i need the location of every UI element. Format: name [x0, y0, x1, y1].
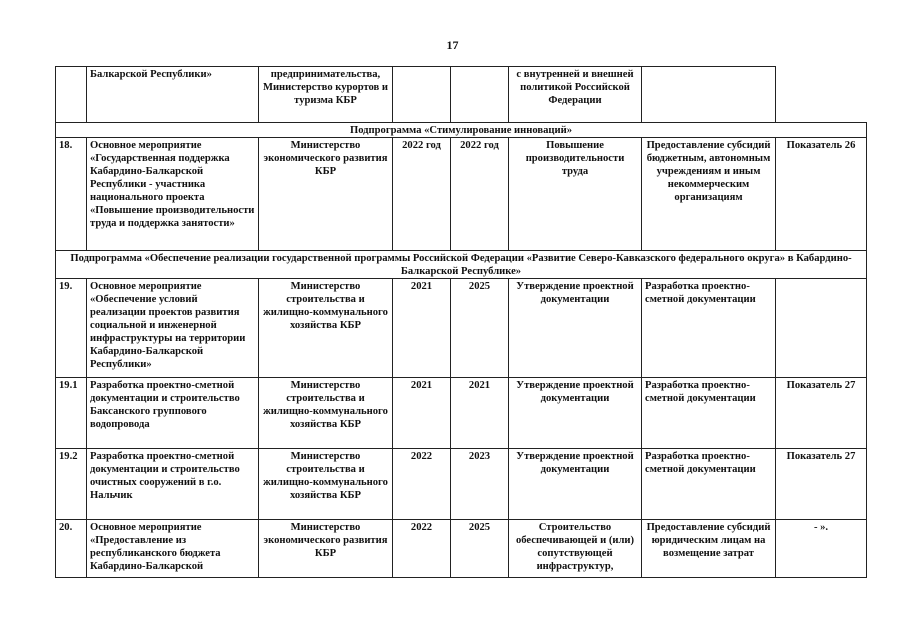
consequences-cell: Разработка проектно-сметной документации: [642, 378, 776, 449]
page-number: 17: [446, 38, 459, 52]
section-row: [56, 251, 867, 279]
consequences-cell: Предоставление субсидий юридическим лицам на возмещение затрат: [642, 520, 776, 578]
executor-cell: Министерство строительства и жилищно-коммунального хозяйства КБР: [259, 449, 393, 520]
activity-cell: Балкарской Республики»: [87, 67, 259, 123]
section-title-north-caucasus: Подпрограмма «Обеспечение реализации государственной программы Российской Федерации «Развитие Северо-Кавказского федерального округа» в Кабардино-Балкарской Республике»: [56, 251, 867, 279]
end-year-cell: 2023: [451, 449, 509, 520]
start-year-cell: [393, 67, 451, 123]
table-row: [56, 520, 867, 578]
start-year-cell: 2022: [393, 449, 451, 520]
result-cell: Строительство обеспечивающей и (или) сопутствующей инфраструктур,: [509, 520, 642, 578]
indicator-cell: [776, 67, 867, 123]
executor-cell: Министерство строительства и жилищно-коммунального хозяйства КБР: [259, 378, 393, 449]
executor-cell: Министерство экономического развития КБР: [259, 138, 393, 251]
end-year-cell: 2025: [451, 520, 509, 578]
table-row: [56, 378, 867, 449]
program-table: [55, 66, 867, 578]
row-number: [56, 67, 87, 123]
result-cell: Повышение производительности труда: [509, 138, 642, 251]
row-number: 19.1: [56, 378, 87, 449]
executor-cell: Министерство экономического развития КБР: [259, 520, 393, 578]
activity-cell: Основное мероприятие «Обеспечение условий реализации проектов развития социальной и инженерной инфраструктуры на территории Кабардино-Балкарской Республики»: [87, 279, 259, 378]
activity-cell: Разработка проектно-сметной документации и строительство очистных сооружений в г.о. Нальчик: [87, 449, 259, 520]
executor-cell: Министерство строительства и жилищно-коммунального хозяйства КБР: [259, 279, 393, 378]
executor-cell: предпринимательства, Министерство курортов и туризма КБР: [259, 67, 393, 123]
row-number: 18.: [56, 138, 87, 251]
start-year-cell: 2022: [393, 520, 451, 578]
row-number: 20.: [56, 520, 87, 578]
row-number: 19.: [56, 279, 87, 378]
end-year-cell: [451, 67, 509, 123]
table-row: [56, 138, 867, 251]
table-row: [56, 67, 867, 123]
consequences-cell: Разработка проектно-сметной документации: [642, 279, 776, 378]
start-year-cell: 2022 год: [393, 138, 451, 251]
end-year-cell: 2021: [451, 378, 509, 449]
result-cell: Утверждение проектной документации: [509, 378, 642, 449]
row-number: 19.2: [56, 449, 87, 520]
table-row: [56, 449, 867, 520]
activity-cell: Основное мероприятие «Государственная поддержка Кабардино-Балкарской Республики - участника национального проекта «Повышение производительности труда и поддержка занятости»: [87, 138, 259, 251]
consequences-cell: [642, 67, 776, 123]
indicator-cell: Показатель 26: [776, 138, 867, 251]
result-cell: Утверждение проектной документации: [509, 279, 642, 378]
consequences-cell: Предоставление субсидий бюджетным, автономным учреждениям и иным некоммерческим организациям: [642, 138, 776, 251]
result-cell: с внутренней и внешней политикой Российской Федерации: [509, 67, 642, 123]
indicator-cell: Показатель 27: [776, 449, 867, 520]
start-year-cell: 2021: [393, 378, 451, 449]
section-title-innovation: Подпрограмма «Стимулирование инноваций»: [56, 123, 867, 138]
result-cell: Утверждение проектной документации: [509, 449, 642, 520]
end-year-cell: 2025: [451, 279, 509, 378]
consequences-cell: Разработка проектно-сметной документации: [642, 449, 776, 520]
indicator-cell: [776, 279, 867, 378]
table-row: [56, 279, 867, 378]
activity-cell: Разработка проектно-сметной документации и строительство Баксанского группового водопровода: [87, 378, 259, 449]
activity-cell: Основное мероприятие «Предоставление из республиканского бюджета Кабардино-Балкарской: [87, 520, 259, 578]
indicator-cell: - ».: [776, 520, 867, 578]
indicator-cell: Показатель 27: [776, 378, 867, 449]
section-row: [56, 123, 867, 138]
start-year-cell: 2021: [393, 279, 451, 378]
end-year-cell: 2022 год: [451, 138, 509, 251]
